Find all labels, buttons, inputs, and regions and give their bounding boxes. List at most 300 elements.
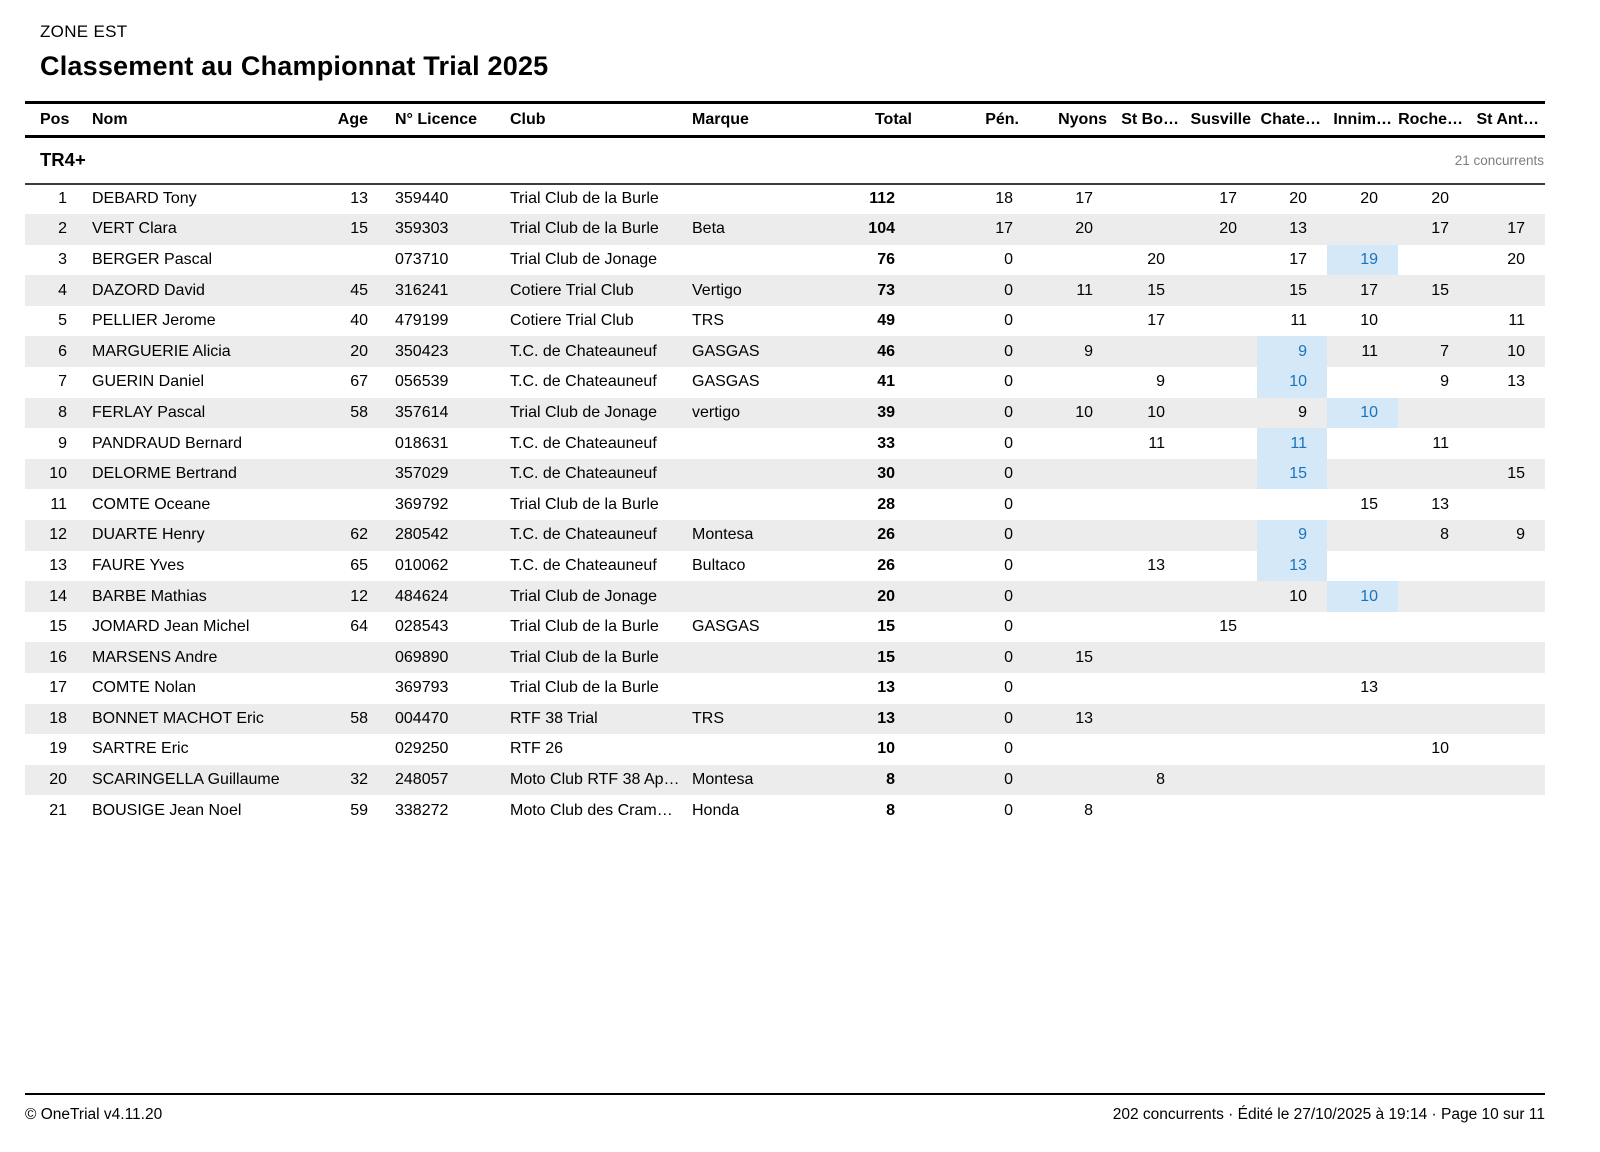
cell-chate: 15 xyxy=(1289,281,1307,299)
cell-roche xyxy=(1398,795,1469,826)
cell-roche xyxy=(1398,306,1469,337)
cell-pen: 0 xyxy=(1004,312,1013,330)
cell-marque: Vertigo xyxy=(692,281,742,299)
cell-roche xyxy=(1398,245,1469,276)
cell-roche xyxy=(1398,459,1469,490)
cell-stbo: 15 xyxy=(1147,281,1165,299)
cell-licence: 316241 xyxy=(395,281,449,299)
cell-nyons: 10 xyxy=(1075,403,1093,421)
cell-stbo xyxy=(1113,612,1185,643)
cell-pos: 3 xyxy=(58,250,67,268)
cell-chate xyxy=(1257,704,1327,735)
cell-total: 10 xyxy=(877,740,895,758)
cell-chate xyxy=(1257,765,1327,796)
cell-innim: 13 xyxy=(1360,679,1378,697)
cell-roche: 8 xyxy=(1440,526,1449,544)
cell-innim xyxy=(1327,459,1398,490)
cell-stbo: 11 xyxy=(1148,434,1165,452)
cell-nom: BARBE Mathias xyxy=(92,587,207,605)
cell-roche xyxy=(1398,642,1469,673)
cell-age: 40 xyxy=(350,312,368,330)
cell-age xyxy=(330,428,393,459)
cell-stbo: 10 xyxy=(1147,403,1165,421)
cell-susville xyxy=(1185,642,1257,673)
column-header-pen: Pén. xyxy=(985,110,1019,128)
cell-chate: 11 xyxy=(1290,312,1307,330)
cell-nom: BERGER Pascal xyxy=(92,250,213,268)
cell-nyons: 8 xyxy=(1084,801,1093,819)
table-row xyxy=(25,459,1545,490)
cell-nom: DAZORD David xyxy=(92,281,205,299)
cell-pen: 18 xyxy=(995,190,1013,208)
cell-stbo xyxy=(1113,673,1185,704)
footer-page-info: 202 concurrents · Édité le 27/10/2025 à 19:14 · Page 10 sur 11 xyxy=(1112,1106,1545,1123)
cell-stant: 20 xyxy=(1507,250,1525,268)
cell-total: 15 xyxy=(877,618,895,636)
cell-innim: 17 xyxy=(1360,281,1378,299)
cell-stbo xyxy=(1113,489,1185,520)
table-row xyxy=(25,581,1545,612)
cell-chate: 15 xyxy=(1257,459,1327,490)
category-title: TR4+ xyxy=(40,149,86,171)
cell-marque: GASGAS xyxy=(692,373,760,391)
cell-stbo xyxy=(1113,214,1185,245)
cell-licence: 359440 xyxy=(395,190,449,208)
cell-club: Trial Club de la Burle xyxy=(510,495,659,513)
cell-age xyxy=(330,489,393,520)
column-header-stant: St Ant… xyxy=(1476,110,1539,128)
cell-pos: 13 xyxy=(49,556,67,574)
cell-nyons xyxy=(1025,428,1113,459)
cell-nom: BONNET MACHOT Eric xyxy=(92,709,264,727)
cell-pen: 0 xyxy=(1004,618,1013,636)
cell-innim: 10 xyxy=(1327,398,1398,429)
cell-roche: 11 xyxy=(1432,434,1449,452)
cell-licence: 369793 xyxy=(395,679,449,697)
cell-innim: 10 xyxy=(1360,312,1378,330)
cell-club: Trial Club de Jonage xyxy=(510,587,658,605)
cell-susville xyxy=(1185,673,1257,704)
cell-nyons xyxy=(1025,551,1113,582)
cell-club: T.C. de Chateauneuf xyxy=(510,556,657,574)
cell-nom: FERLAY Pascal xyxy=(92,403,206,421)
cell-total: 8 xyxy=(886,771,895,789)
cell-nyons xyxy=(1025,581,1113,612)
cell-chate: 9 xyxy=(1257,336,1327,367)
cell-pos: 7 xyxy=(58,373,67,391)
cell-pen: 0 xyxy=(1004,465,1013,483)
cell-chate xyxy=(1257,673,1327,704)
column-header-stbo: St Bo… xyxy=(1121,110,1179,128)
cell-age: 59 xyxy=(350,801,368,819)
cell-pen: 0 xyxy=(1004,740,1013,758)
cell-marque xyxy=(690,642,785,673)
cell-roche xyxy=(1398,398,1469,429)
cell-nyons xyxy=(1025,520,1113,551)
cell-club: RTF 38 Trial xyxy=(510,709,598,727)
cell-nyons xyxy=(1025,612,1113,643)
table-row xyxy=(25,489,1545,520)
cell-innim: 19 xyxy=(1327,245,1398,276)
cell-susville xyxy=(1185,306,1257,337)
cell-club: Cotiere Trial Club xyxy=(510,312,634,330)
cell-stbo xyxy=(1113,184,1185,215)
cell-pen: 0 xyxy=(1004,648,1013,666)
cell-stant xyxy=(1469,612,1545,643)
cell-pen: 0 xyxy=(1004,342,1013,360)
cell-roche xyxy=(1398,551,1469,582)
cell-age: 58 xyxy=(350,709,368,727)
cell-age: 64 xyxy=(350,618,368,636)
cell-nom: COMTE Nolan xyxy=(92,679,197,697)
table-row xyxy=(25,367,1545,398)
cell-chate: 10 xyxy=(1257,367,1327,398)
cell-pos: 19 xyxy=(49,740,67,758)
cell-nyons: 13 xyxy=(1075,709,1093,727)
column-header-total: Total xyxy=(874,110,912,128)
cell-roche xyxy=(1398,612,1469,643)
cell-susville xyxy=(1185,336,1257,367)
cell-pen: 0 xyxy=(1004,801,1013,819)
cell-stant xyxy=(1469,489,1545,520)
cell-stant xyxy=(1469,428,1545,459)
cell-nyons xyxy=(1025,459,1113,490)
cell-club: T.C. de Chateauneuf xyxy=(510,526,657,544)
cell-nyons: 20 xyxy=(1075,220,1093,238)
table-row xyxy=(25,336,1545,367)
cell-innim: 11 xyxy=(1361,342,1378,360)
cell-stant xyxy=(1469,398,1545,429)
cell-age: 65 xyxy=(350,556,368,574)
cell-stant: 17 xyxy=(1507,220,1525,238)
cell-chate xyxy=(1257,795,1327,826)
column-header-marque: Marque xyxy=(692,110,749,128)
cell-licence: 073710 xyxy=(395,250,449,268)
cell-susville xyxy=(1185,398,1257,429)
cell-stbo: 17 xyxy=(1147,312,1165,330)
cell-pos: 14 xyxy=(49,587,67,605)
cell-marque: Bultaco xyxy=(692,556,746,574)
cell-susville xyxy=(1185,459,1257,490)
cell-roche xyxy=(1398,581,1469,612)
cell-pen: 0 xyxy=(1004,526,1013,544)
cell-marque: TRS xyxy=(692,312,724,330)
cell-nom: GUERIN Daniel xyxy=(92,373,205,391)
cell-age: 12 xyxy=(350,587,368,605)
cell-nom: SCARINGELLA Guillaume xyxy=(92,771,280,789)
ranking-table xyxy=(25,101,1545,826)
table-row xyxy=(25,398,1545,429)
table-row xyxy=(25,184,1545,215)
cell-stant: 10 xyxy=(1507,342,1525,360)
cell-nom: DEBARD Tony xyxy=(92,190,197,208)
cell-pen: 0 xyxy=(1004,250,1013,268)
cell-marque xyxy=(690,459,785,490)
cell-nom: MARSENS Andre xyxy=(92,648,218,666)
cell-susville xyxy=(1185,551,1257,582)
cell-total: 39 xyxy=(877,403,895,421)
cell-pos: 8 xyxy=(58,403,67,421)
cell-chate: 13 xyxy=(1289,220,1307,238)
cell-stant xyxy=(1469,673,1545,704)
cell-pen: 0 xyxy=(1004,373,1013,391)
cell-age: 67 xyxy=(350,373,368,391)
cell-pos: 15 xyxy=(49,618,67,636)
cell-susville xyxy=(1185,581,1257,612)
cell-chate: 17 xyxy=(1289,250,1307,268)
table-row xyxy=(25,612,1545,643)
cell-stbo xyxy=(1113,459,1185,490)
category-band xyxy=(25,149,1545,171)
cell-stbo: 9 xyxy=(1156,373,1165,391)
column-header-innim: Innim… xyxy=(1333,110,1392,128)
cell-pen: 0 xyxy=(1004,434,1013,452)
page-title: Classement au Championnat Trial 2025 xyxy=(40,51,549,81)
cell-nyons xyxy=(1025,489,1113,520)
cell-stbo xyxy=(1113,336,1185,367)
cell-age: 45 xyxy=(350,281,368,299)
cell-licence: 056539 xyxy=(395,373,449,391)
cell-nom: DUARTE Henry xyxy=(92,526,205,544)
cell-age xyxy=(330,459,393,490)
cell-innim xyxy=(1327,551,1398,582)
cell-susville xyxy=(1185,275,1257,306)
cell-innim xyxy=(1327,734,1398,765)
cell-age: 20 xyxy=(350,342,368,360)
cell-chate: 20 xyxy=(1289,190,1307,208)
cell-licence: 369792 xyxy=(395,495,449,513)
cell-nom: COMTE Oceane xyxy=(92,495,211,513)
column-header-licence: N° Licence xyxy=(395,110,477,128)
cell-stant xyxy=(1469,551,1545,582)
cell-club: RTF 26 xyxy=(510,740,564,758)
cell-chate: 9 xyxy=(1257,520,1327,551)
cell-club: Trial Club de la Burle xyxy=(510,648,659,666)
cell-stant xyxy=(1469,765,1545,796)
cell-susville xyxy=(1185,734,1257,765)
cell-stbo xyxy=(1113,642,1185,673)
cell-nom: DELORME Bertrand xyxy=(92,465,237,483)
cell-licence: 484624 xyxy=(395,587,449,605)
cell-stant xyxy=(1469,704,1545,735)
column-header-nom: Nom xyxy=(92,110,128,128)
cell-total: 26 xyxy=(877,556,895,574)
cell-innim xyxy=(1327,795,1398,826)
cell-pen: 17 xyxy=(995,220,1013,238)
cell-total: 73 xyxy=(877,281,895,299)
cell-chate: 9 xyxy=(1298,403,1307,421)
table-row xyxy=(25,673,1545,704)
cell-club: T.C. de Chateauneuf xyxy=(510,342,657,360)
cell-stant: 9 xyxy=(1516,526,1525,544)
cell-nyons xyxy=(1025,245,1113,276)
cell-susville xyxy=(1185,795,1257,826)
cell-stant xyxy=(1469,581,1545,612)
cell-marque: GASGAS xyxy=(692,342,760,360)
cell-nom: BOUSIGE Jean Noel xyxy=(92,801,242,819)
cell-licence: 018631 xyxy=(395,434,449,452)
cell-nom: JOMARD Jean Michel xyxy=(92,618,250,636)
cell-chate: 10 xyxy=(1289,587,1307,605)
cell-club: Trial Club de la Burle xyxy=(510,679,659,697)
cell-marque: TRS xyxy=(692,709,724,727)
cell-pen: 0 xyxy=(1004,495,1013,513)
cell-nyons: 17 xyxy=(1075,190,1093,208)
cell-susville xyxy=(1185,520,1257,551)
cell-stbo xyxy=(1113,520,1185,551)
cell-stbo xyxy=(1113,795,1185,826)
table-row xyxy=(25,642,1545,673)
table-row xyxy=(25,765,1545,796)
cell-marque: vertigo xyxy=(692,403,741,421)
zone-label: ZONE EST xyxy=(40,22,128,41)
cell-total: 41 xyxy=(877,373,895,391)
cell-susville xyxy=(1185,245,1257,276)
cell-stbo xyxy=(1113,581,1185,612)
table-row xyxy=(25,428,1545,459)
cell-club: Moto Club RTF 38 Ap… xyxy=(510,771,680,789)
cell-nom: PELLIER Jerome xyxy=(92,312,216,330)
page-footer xyxy=(25,1093,1545,1124)
cell-club: Moto Club des Cram… xyxy=(510,801,673,819)
cell-susville xyxy=(1185,489,1257,520)
table-row xyxy=(25,704,1545,735)
table-row xyxy=(25,795,1545,826)
cell-stant: 13 xyxy=(1507,373,1525,391)
cell-total: 30 xyxy=(877,465,895,483)
cell-pos: 10 xyxy=(49,465,67,483)
cell-total: 13 xyxy=(877,679,895,697)
cell-stant xyxy=(1469,642,1545,673)
cell-marque: Montesa xyxy=(692,771,754,789)
cell-nyons xyxy=(1025,673,1113,704)
cell-total: 26 xyxy=(877,526,895,544)
cell-marque xyxy=(690,581,785,612)
cell-club: Cotiere Trial Club xyxy=(510,281,634,299)
cell-total: 46 xyxy=(877,342,895,360)
cell-marque: Beta xyxy=(692,220,725,238)
cell-nom: SARTRE Eric xyxy=(92,740,189,758)
column-header-pos: Pos xyxy=(40,110,70,128)
cell-susville: 20 xyxy=(1219,220,1237,238)
category-count: 21 concurrents xyxy=(1454,152,1544,168)
cell-innim: 10 xyxy=(1327,581,1398,612)
table-header-row xyxy=(25,103,1545,137)
cell-innim xyxy=(1327,765,1398,796)
cell-susville: 17 xyxy=(1219,190,1237,208)
cell-innim xyxy=(1327,520,1398,551)
cell-total: 112 xyxy=(869,190,895,208)
cell-innim xyxy=(1327,704,1398,735)
column-header-age: Age xyxy=(337,110,368,128)
cell-club: Trial Club de Jonage xyxy=(510,250,658,268)
cell-stbo: 20 xyxy=(1147,250,1165,268)
cell-susville xyxy=(1185,704,1257,735)
cell-nyons xyxy=(1025,306,1113,337)
cell-licence: 280542 xyxy=(395,526,449,544)
cell-total: 8 xyxy=(886,801,895,819)
cell-pos: 21 xyxy=(49,801,67,819)
cell-nom: MARGUERIE Alicia xyxy=(92,342,231,360)
cell-nyons: 9 xyxy=(1084,342,1093,360)
cell-nom: PANDRAUD Bernard xyxy=(92,434,242,452)
table-row xyxy=(25,551,1545,582)
cell-marque xyxy=(690,428,785,459)
cell-innim xyxy=(1327,214,1398,245)
cell-pen: 0 xyxy=(1004,587,1013,605)
cell-chate: 13 xyxy=(1257,551,1327,582)
cell-stant: 15 xyxy=(1507,465,1525,483)
cell-innim xyxy=(1327,642,1398,673)
cell-nyons: 15 xyxy=(1075,648,1093,666)
table-row xyxy=(25,214,1545,245)
cell-susville xyxy=(1185,428,1257,459)
cell-licence: 028543 xyxy=(395,618,449,636)
cell-innim xyxy=(1327,428,1398,459)
cell-club: T.C. de Chateauneuf xyxy=(510,465,657,483)
cell-pos: 6 xyxy=(58,342,67,360)
cell-nom: FAURE Yves xyxy=(92,556,185,574)
cell-licence: 029250 xyxy=(395,740,449,758)
cell-marque: Honda xyxy=(692,801,740,819)
column-header-nyons: Nyons xyxy=(1058,110,1107,128)
cell-total: 104 xyxy=(868,220,895,238)
cell-pen: 0 xyxy=(1004,771,1013,789)
footer-app-version: © OneTrial v4.11.20 xyxy=(25,1106,163,1123)
cell-stbo xyxy=(1113,704,1185,735)
cell-pos: 12 xyxy=(49,526,67,544)
cell-marque xyxy=(690,184,785,215)
cell-age: 32 xyxy=(350,771,368,789)
cell-susville xyxy=(1185,765,1257,796)
cell-roche xyxy=(1398,673,1469,704)
cell-roche: 17 xyxy=(1431,220,1449,238)
table-row xyxy=(25,245,1545,276)
column-header-chate: Chate… xyxy=(1260,110,1321,128)
cell-pen: 0 xyxy=(1004,556,1013,574)
cell-roche xyxy=(1398,704,1469,735)
cell-roche: 10 xyxy=(1431,740,1449,758)
cell-age: 62 xyxy=(350,526,368,544)
cell-pos: 17 xyxy=(49,679,67,697)
column-header-club: Club xyxy=(510,110,546,128)
cell-roche: 13 xyxy=(1431,495,1449,513)
cell-pos: 20 xyxy=(49,771,67,789)
cell-chate: 11 xyxy=(1257,428,1327,459)
cell-pen: 0 xyxy=(1004,281,1013,299)
cell-pen: 0 xyxy=(1004,679,1013,697)
cell-age: 58 xyxy=(350,403,368,421)
cell-nyons xyxy=(1025,367,1113,398)
cell-licence: 479199 xyxy=(395,312,449,330)
cell-marque xyxy=(690,734,785,765)
cell-total: 76 xyxy=(877,250,895,268)
cell-licence: 004470 xyxy=(395,709,449,727)
cell-total: 15 xyxy=(877,648,895,666)
cell-marque xyxy=(690,489,785,520)
cell-club: T.C. de Chateauneuf xyxy=(510,434,657,452)
cell-total: 13 xyxy=(877,709,895,727)
cell-licence: 248057 xyxy=(395,771,449,789)
cell-pos: 4 xyxy=(58,281,67,299)
cell-total: 49 xyxy=(877,312,895,330)
cell-stant xyxy=(1469,184,1545,215)
cell-age: 15 xyxy=(350,220,368,238)
cell-chate xyxy=(1257,612,1327,643)
cell-age xyxy=(330,734,393,765)
cell-stbo: 8 xyxy=(1156,771,1165,789)
cell-stbo: 13 xyxy=(1147,556,1165,574)
